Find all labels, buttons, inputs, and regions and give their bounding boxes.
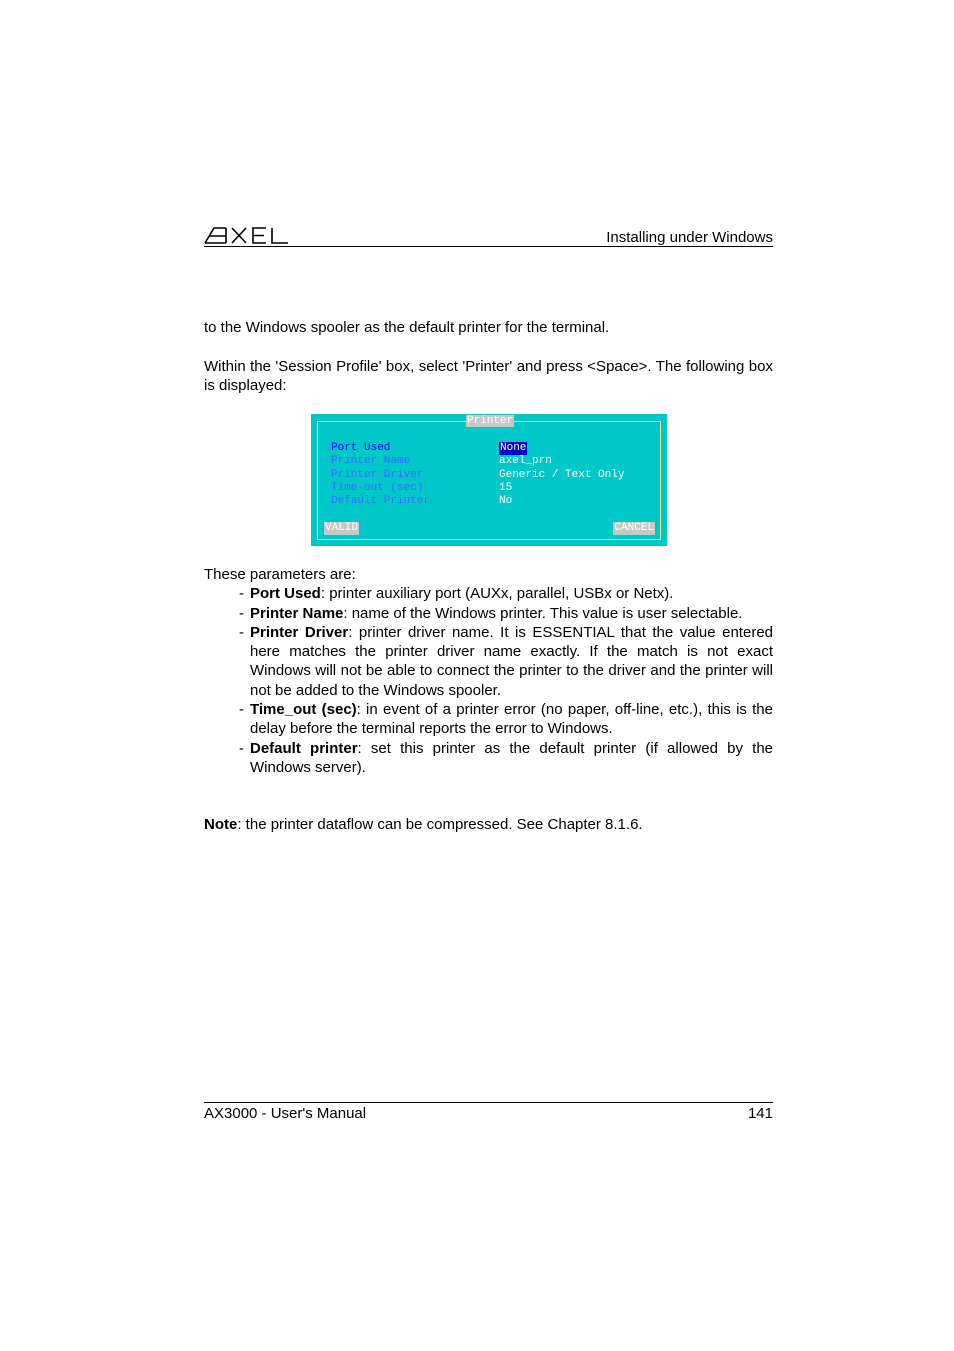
param-desc: : in event of a printer error (no paper, off-line, etc.), this is the delay before the terminal reports the error to Windows. bbox=[250, 701, 773, 738]
printer-driver-label: Printer Driver bbox=[331, 469, 424, 481]
note-desc: : the printer dataflow can be compressed. See Chapter 8.1.6. bbox=[237, 816, 643, 833]
list-item bbox=[204, 700, 773, 739]
instruction-paragraph: Within the 'Session Profile' box, select 'Printer' and press <Space>. The following box is displayed: bbox=[204, 358, 773, 394]
parameters-section bbox=[204, 565, 773, 777]
list-dash: - bbox=[239, 701, 244, 719]
param-term: Time_out (sec) bbox=[250, 701, 357, 719]
printer-name-value[interactable]: axel_prn bbox=[499, 455, 552, 467]
axel-logo bbox=[204, 226, 290, 244]
note-term: Note bbox=[204, 816, 238, 833]
intro-paragraph: to the Windows spooler as the default printer for the terminal. bbox=[204, 319, 610, 336]
param-desc: : printer auxiliary port (AUXx, parallel, USBx or Netx). bbox=[320, 585, 674, 603]
timeout-value[interactable]: 15 bbox=[499, 482, 513, 494]
port-used-value[interactable]: None bbox=[500, 442, 527, 454]
printer-dialog bbox=[311, 414, 667, 546]
param-desc: : printer driver name. It is ESSENTIAL that the value entered here matches the printer driver name exactly. If the match is not exact Windows will not be able to connect the printer to the driver and the printer will not be added to the Windows spooler. bbox=[250, 623, 774, 699]
printer-name-label: Printer Name bbox=[331, 455, 411, 467]
param-term: Printer Name bbox=[250, 604, 344, 622]
list-dash: - bbox=[239, 739, 244, 757]
param-desc: : set this printer as the default printer (if allowed by the Windows server). bbox=[250, 739, 774, 776]
list-dash: - bbox=[239, 585, 244, 603]
list-item bbox=[204, 623, 773, 700]
cancel-button[interactable]: CANCEL bbox=[614, 522, 654, 534]
page-number: 141 bbox=[747, 1105, 773, 1122]
printer-driver-value[interactable]: Generic / Text Only bbox=[499, 469, 625, 481]
valid-button[interactable]: VALID bbox=[325, 522, 359, 534]
param-term: Port Used bbox=[250, 585, 321, 603]
param-desc: : name of the Windows printer. This value is user selectable. bbox=[343, 604, 743, 622]
param-term: Printer Driver bbox=[250, 623, 349, 641]
default-printer-value[interactable]: No bbox=[499, 495, 513, 507]
note-paragraph bbox=[204, 815, 773, 834]
list-item bbox=[204, 584, 773, 603]
page-header bbox=[204, 222, 773, 247]
port-used-label: Port Used bbox=[331, 442, 391, 454]
parameters-list bbox=[204, 584, 773, 777]
list-item bbox=[204, 604, 773, 623]
param-term: Default printer bbox=[250, 739, 358, 757]
header-title: Installing under Windows bbox=[606, 229, 773, 246]
page-footer bbox=[204, 1102, 773, 1122]
list-dash: - bbox=[239, 623, 244, 641]
list-item bbox=[204, 739, 773, 778]
parameters-intro: These parameters are: bbox=[204, 566, 356, 583]
default-printer-label: Default Printer bbox=[331, 495, 431, 507]
dialog-title: Printer bbox=[467, 415, 514, 427]
footer-manual-title: AX3000 - User's Manual bbox=[204, 1105, 367, 1122]
list-dash: - bbox=[239, 604, 244, 622]
timeout-label: Time-out (sec) bbox=[331, 482, 424, 494]
